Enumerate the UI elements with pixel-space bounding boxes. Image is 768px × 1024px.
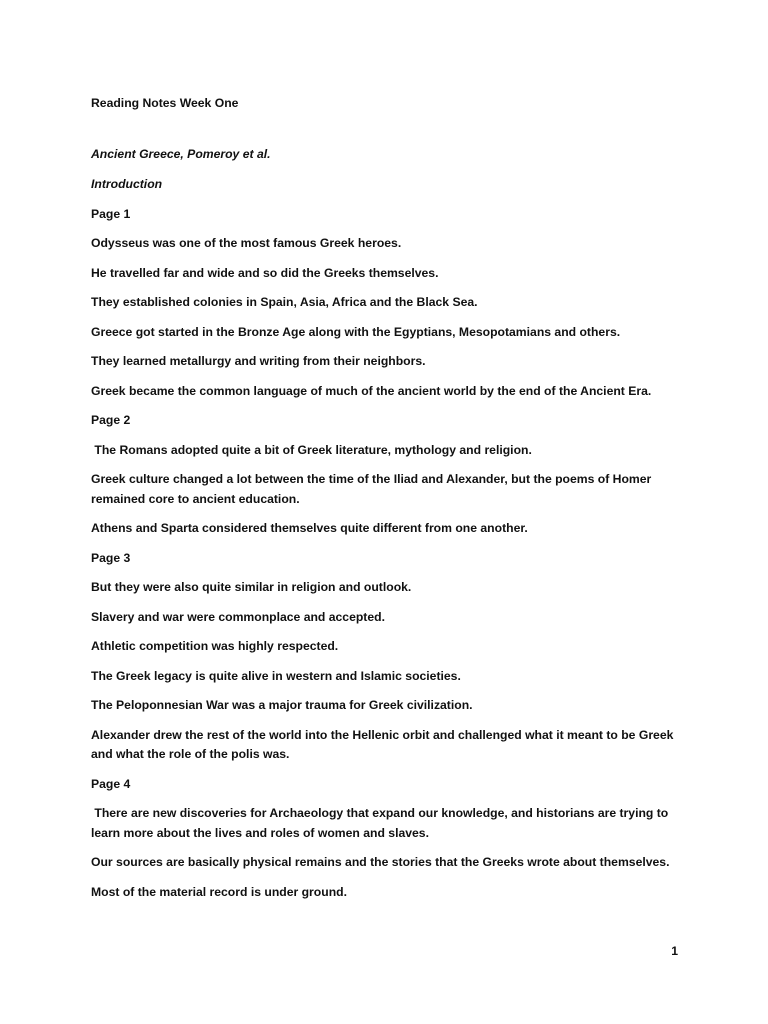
note-line: Odysseus was one of the most famous Greek heroes. (91, 236, 402, 250)
document-body (91, 94, 681, 912)
note-line: The Romans adopted quite a bit of Greek literature, mythology and religion. (91, 442, 532, 457)
page-heading: Page 1 (91, 206, 131, 221)
page-heading: Page 4 (91, 776, 131, 791)
page-1-notes (91, 205, 681, 402)
document-title: Reading Notes Week One (91, 96, 239, 110)
page-2-notes (91, 411, 681, 539)
page-heading: Page 2 (91, 413, 131, 427)
page-4-notes (91, 775, 681, 903)
note-line: Athletic competition was highly respected. (91, 639, 339, 653)
note-line: He travelled far and wide and so did the Greeks themselves. (91, 265, 439, 280)
note-line: They established colonies in Spain, Asia, Africa and the Black Sea. (91, 295, 478, 309)
book-title: Ancient Greece, Pomeroy et al. (91, 146, 271, 161)
note-line: They learned metallurgy and writing from their neighbors. (91, 354, 426, 368)
note-line: Alexander drew the rest of the world into the Hellenic orbit and challenged what it meant to be Greek and what the role of the polis was. (91, 727, 677, 761)
note-line: Most of the material record is under ground. (91, 884, 347, 899)
section-title: Introduction (91, 177, 163, 191)
note-line: Greek culture changed a lot between the time of the Iliad and Alexander, but the poems of Homer remained core to ancient education. (91, 472, 655, 506)
note-line: Greece got started in the Bronze Age along with the Egyptians, Mesopotamians and others. (91, 324, 621, 339)
page-number: 1 (671, 944, 678, 958)
note-line: But they were also quite similar in religion and outlook. (91, 580, 412, 594)
note-line: The Peloponnesian War was a major trauma for Greek civilization. (91, 698, 473, 712)
note-line: Slavery and war were commonplace and accepted. (91, 609, 385, 624)
note-line: Athens and Sparta considered themselves quite different from one another. (91, 521, 528, 535)
note-line: The Greek legacy is quite alive in western and Islamic societies. (91, 668, 461, 683)
page-3-notes (91, 549, 681, 765)
note-line: Our sources are basically physical remains and the stories that the Greeks wrote about themselves. (91, 855, 670, 869)
note-line: Greek became the common language of much of the ancient world by the end of the Ancient Era. (91, 383, 652, 398)
page-heading: Page 3 (91, 550, 131, 565)
note-line: There are new discoveries for Archaeology that expand our knowledge, and historians are trying to learn more about the lives and roles of women and slaves. (91, 806, 672, 840)
